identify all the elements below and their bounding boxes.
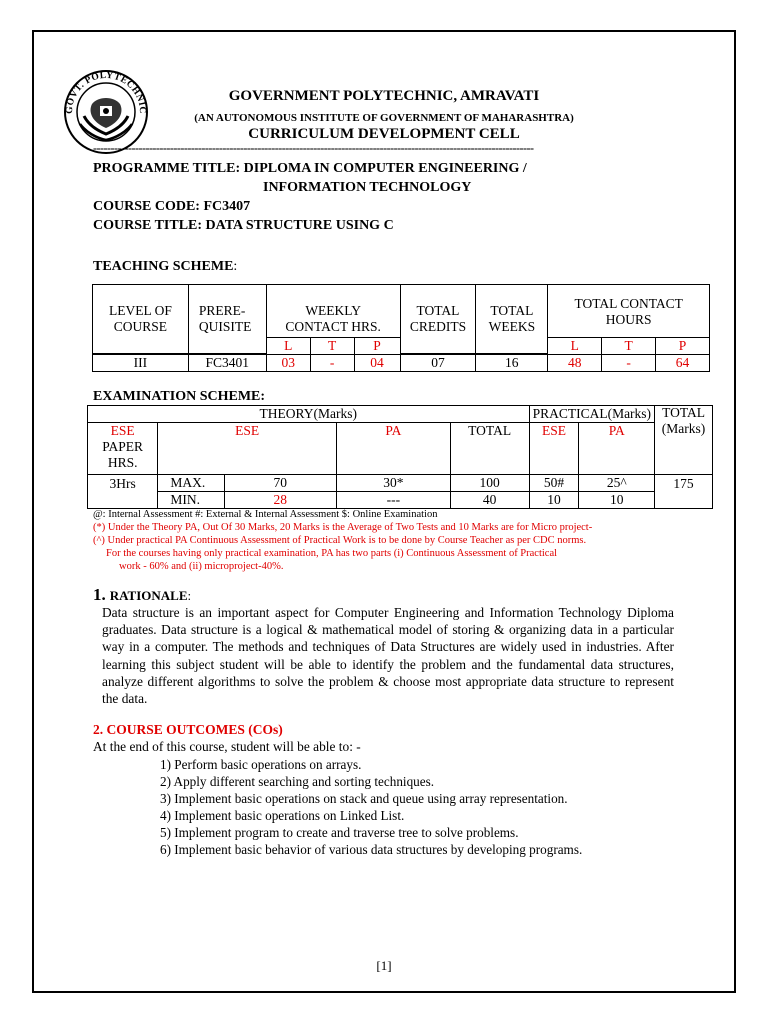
- table-row: [93, 355, 710, 372]
- th-practical-ese: ESE: [529, 423, 579, 475]
- cell-min-practical-ese: 10: [529, 492, 579, 509]
- th-weekly-p: P: [354, 338, 400, 355]
- cell-min-ese: 28: [224, 492, 336, 509]
- cell-min-total: 40: [450, 492, 529, 509]
- cell-t: -: [310, 355, 354, 372]
- th-total-marks: TOTAL (Marks): [655, 406, 713, 475]
- th-contact-t: T: [602, 338, 656, 355]
- cell-contact-p: 64: [656, 355, 710, 372]
- examination-scheme-table: [87, 405, 713, 509]
- course-title: COURSE TITLE: DATA STRUCTURE USING C: [93, 218, 394, 233]
- list-item: 3) Implement basic operations on stack and queue using array representation.: [160, 791, 568, 806]
- cell-max-practical-pa: 25^: [579, 475, 655, 492]
- cell-prerequisite: FC3401: [188, 355, 266, 372]
- th-weekly-t: T: [310, 338, 354, 355]
- cell-contact-t: -: [602, 355, 656, 372]
- th-total-contact-hours: TOTAL CONTACT HOURS: [548, 285, 710, 339]
- svg-text:GOVT. POLYTECHNIC: GOVT. POLYTECHNIC: [64, 70, 148, 115]
- cell-min-label: MIN.: [158, 492, 224, 509]
- note-practical-only: For the courses having only practical examination, PA has two parts (i) Continuous Assessment of Practical: [106, 548, 558, 559]
- cell-min-pa: ---: [337, 492, 451, 509]
- cell-contact-l: 48: [548, 355, 602, 372]
- list-item: 2) Apply different searching and sorting techniques.: [160, 774, 435, 789]
- table-row: [88, 475, 713, 492]
- th-total-weeks: TOTAL WEEKS: [476, 285, 548, 354]
- programme-title-line1: PROGRAMME TITLE: DIPLOMA IN COMPUTER ENGINEERING /: [93, 161, 527, 176]
- course-outcomes-heading: 2. COURSE OUTCOMES (COs): [93, 722, 283, 737]
- th-contact-l: L: [548, 338, 602, 355]
- rationale-text: Data structure is an important aspect for Computer Engineering and Information Technology Diploma graduates. Data structure is a logical & mathematical model of storing & organizing data in a particular way in a computer. The methods and techniques of Data Structures are widely used in industries. After learning this subject student will be able to identify the problem and the fundamental data structures, analyze different algorithms to solve the problem & choose most appropriate data structure to represent the data.: [102, 605, 674, 707]
- table-row: [88, 492, 713, 509]
- th-total-credits: TOTAL CREDITS: [400, 285, 476, 354]
- rationale-heading: 1. RATIONALE:: [93, 585, 192, 604]
- cell-l: 03: [266, 355, 310, 372]
- th-prerequisite: PRERE- QUISITE: [188, 285, 266, 354]
- th-theory: THEORY(Marks): [88, 406, 530, 423]
- note-theory-pa: (*) Under the Theory PA, Out Of 30 Marks, 20 Marks is the Average of Two Tests and 10 Marks are for Micro project-: [93, 522, 593, 533]
- th-level-of-course: LEVEL OF COURSE: [93, 285, 189, 354]
- cell-max-practical-ese: 50#: [529, 475, 579, 492]
- list-item: 6) Implement basic behavior of various data structures by developing programs.: [160, 842, 583, 857]
- institute-subtitle: (AN AUTONOMOUS INSTITUTE OF GOVERNMENT OF MAHARASHTRA): [194, 112, 574, 124]
- examination-scheme-heading: EXAMINATION SCHEME:: [93, 389, 266, 404]
- teaching-scheme-heading: TEACHING SCHEME:: [93, 259, 238, 274]
- cell-grand-total: 175: [655, 475, 713, 509]
- cell-level: III: [93, 355, 189, 372]
- th-practical-pa: PA: [579, 423, 655, 475]
- page-number: [1]: [376, 958, 392, 973]
- header-divider: ------------------------------------------------------------------------------------------------------------------------------: [93, 141, 534, 155]
- cell-p: 04: [354, 355, 400, 372]
- cell-min-practical-pa: 10: [579, 492, 655, 509]
- cell-max-total: 100: [450, 475, 529, 492]
- course-outcomes-list: [160, 756, 582, 858]
- th-pa: PA: [337, 423, 451, 475]
- note-practical-split: work - 60% and (ii) microproject-40%.: [119, 561, 284, 572]
- th-ese: ESE: [158, 423, 337, 475]
- institute-name: GOVERNMENT POLYTECHNIC, AMRAVATI: [228, 88, 540, 104]
- th-weekly-contact-hrs: WEEKLY CONTACT HRS.: [266, 285, 400, 339]
- list-item: 1) Perform basic operations on arrays.: [160, 757, 362, 772]
- cell-paper-hrs: 3Hrs: [88, 475, 158, 509]
- th-ese-paper-hrs: ESE PAPER HRS.: [88, 423, 158, 475]
- cell-max-pa: 30*: [337, 475, 451, 492]
- teaching-scheme-rows: [92, 337, 710, 372]
- course-outcomes-intro: At the end of this course, student will be able to: -: [93, 739, 361, 754]
- cell-max-label: MAX.: [158, 475, 224, 492]
- list-item: 4) Implement basic operations on Linked List.: [160, 808, 405, 823]
- course-code: COURSE CODE: FC3407: [93, 199, 251, 214]
- th-practical: PRACTICAL(Marks): [529, 406, 655, 423]
- assessment-legend: @: Internal Assessment #: External & Internal Assessment $: Online Examination: [93, 509, 438, 520]
- cell-credits: 07: [400, 355, 476, 372]
- cell-weeks: 16: [476, 355, 548, 372]
- note-practical-pa: (^) Under practical PA Continuous Assessment of Practical Work is to be done by Course Teacher as per CDC norms.: [93, 535, 587, 546]
- list-item: 5) Implement program to create and traverse tree to solve problems.: [160, 825, 519, 840]
- programme-title-line2: INFORMATION TECHNOLOGY: [263, 180, 472, 195]
- th-total: TOTAL: [450, 423, 529, 475]
- curriculum-cell: CURRICULUM DEVELOPMENT CELL: [248, 126, 520, 142]
- th-weekly-l: L: [266, 338, 310, 355]
- cell-max-ese: 70: [224, 475, 336, 492]
- th-contact-p: P: [656, 338, 710, 355]
